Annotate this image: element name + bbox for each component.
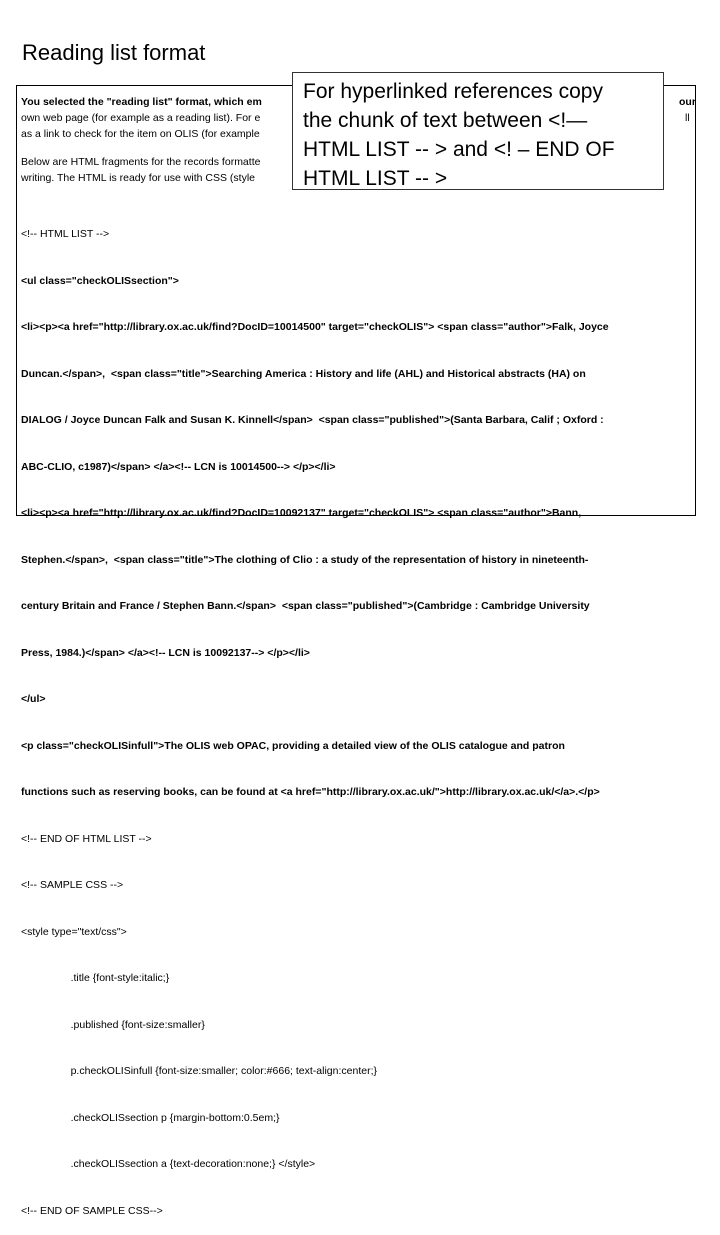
code-line: <li><p><a href="http://library.ox.ac.uk/find?DocID=10014500" target="checkOLIS"> <span class="author">Falk, Joyce <box>21 321 609 333</box>
intro-line-2-end: ll <box>685 112 690 124</box>
code-line: .checkOLISsection p {margin-bottom:0.5em;} <box>21 1111 280 1124</box>
code-line: century Britain and France / Stephen Bann.</span> <span class="published">(Cambridge : Cambridge University <box>21 600 590 612</box>
callout-line-4: HTML LIST -- > <box>303 167 448 190</box>
code-line: Duncan.</span>, <span class="title">Searching America : History and life (AHL) and Historical abstracts (HA) on <box>21 367 586 380</box>
code-line: functions such as reserving books, can be found at <a href="http://library.ox.ac.uk/">http://library.ox.ac.uk/</a>.</p> <box>21 786 600 798</box>
code-line: .checkOLISsection a {text-decoration:none;} </style> <box>21 1158 316 1170</box>
code-line: <!-- END OF HTML LIST --> <box>21 832 152 845</box>
code-line: <!-- END OF SAMPLE CSS--> <box>21 1204 163 1217</box>
callout-box <box>292 72 664 190</box>
code-line: <!-- HTML LIST --> <box>21 228 110 240</box>
code-line: DIALOG / Joyce Duncan Falk and Susan K. Kinnell</span> <span class="published">(Santa Barbara, Calif ; Oxford : <box>21 414 604 426</box>
callout-line-3: HTML LIST -- > and <! – END OF <box>303 138 615 161</box>
code-line: </ul> <box>21 693 46 705</box>
code-line: ABC-CLIO, c1987)</span> </a><!-- LCN is 10014500--> </p></li> <box>21 460 336 473</box>
intro-line-1 <box>21 96 696 109</box>
code-line: <p class="checkOLISinfull">The OLIS web OPAC, providing a detailed view of the OLIS catalogue and patron <box>21 739 565 752</box>
intro-line-3: as a link to check for the item on OLIS (for example <box>21 128 260 140</box>
intro-line-4: Below are HTML fragments for the records formatte <box>21 156 261 168</box>
intro-line-1-end: our <box>679 96 696 108</box>
intro-line-2-text: own web page (for example as a reading list). For e <box>21 112 261 124</box>
code-line: <li><p><a href="http://library.ox.ac.uk/find?DocID=10092137" target="checkOLIS"> <span class="author">Bann, <box>21 507 582 519</box>
callout-line-2: the chunk of text between <!— <box>303 109 588 132</box>
slide-title: Reading list format <box>22 40 206 65</box>
callout-line-1: For hyperlinked references copy <box>303 80 603 103</box>
code-line: <!-- SAMPLE CSS --> <box>21 879 124 891</box>
code-line: p.checkOLISinfull {font-size:smaller; color:#666; text-align:center;} <box>21 1065 377 1077</box>
code-line: <ul class="checkOLISsection"> <box>21 274 179 287</box>
html-code-block <box>21 196 609 1235</box>
code-line: .published {font-size:smaller} <box>21 1018 205 1031</box>
code-line: Stephen.</span>, <span class="title">The clothing of Clio : a study of the representation of history in nineteenth- <box>21 553 589 566</box>
code-line: .title {font-style:italic;} <box>21 972 170 984</box>
code-line: <style type="text/css"> <box>21 925 127 938</box>
intro-line-1-text: You selected the "reading list" format, which em <box>21 96 262 108</box>
intro-line-5: writing. The HTML is ready for use with CSS (style <box>21 172 255 184</box>
code-line: Press, 1984.)</span> </a><!-- LCN is 10092137--> </p></li> <box>21 646 310 659</box>
